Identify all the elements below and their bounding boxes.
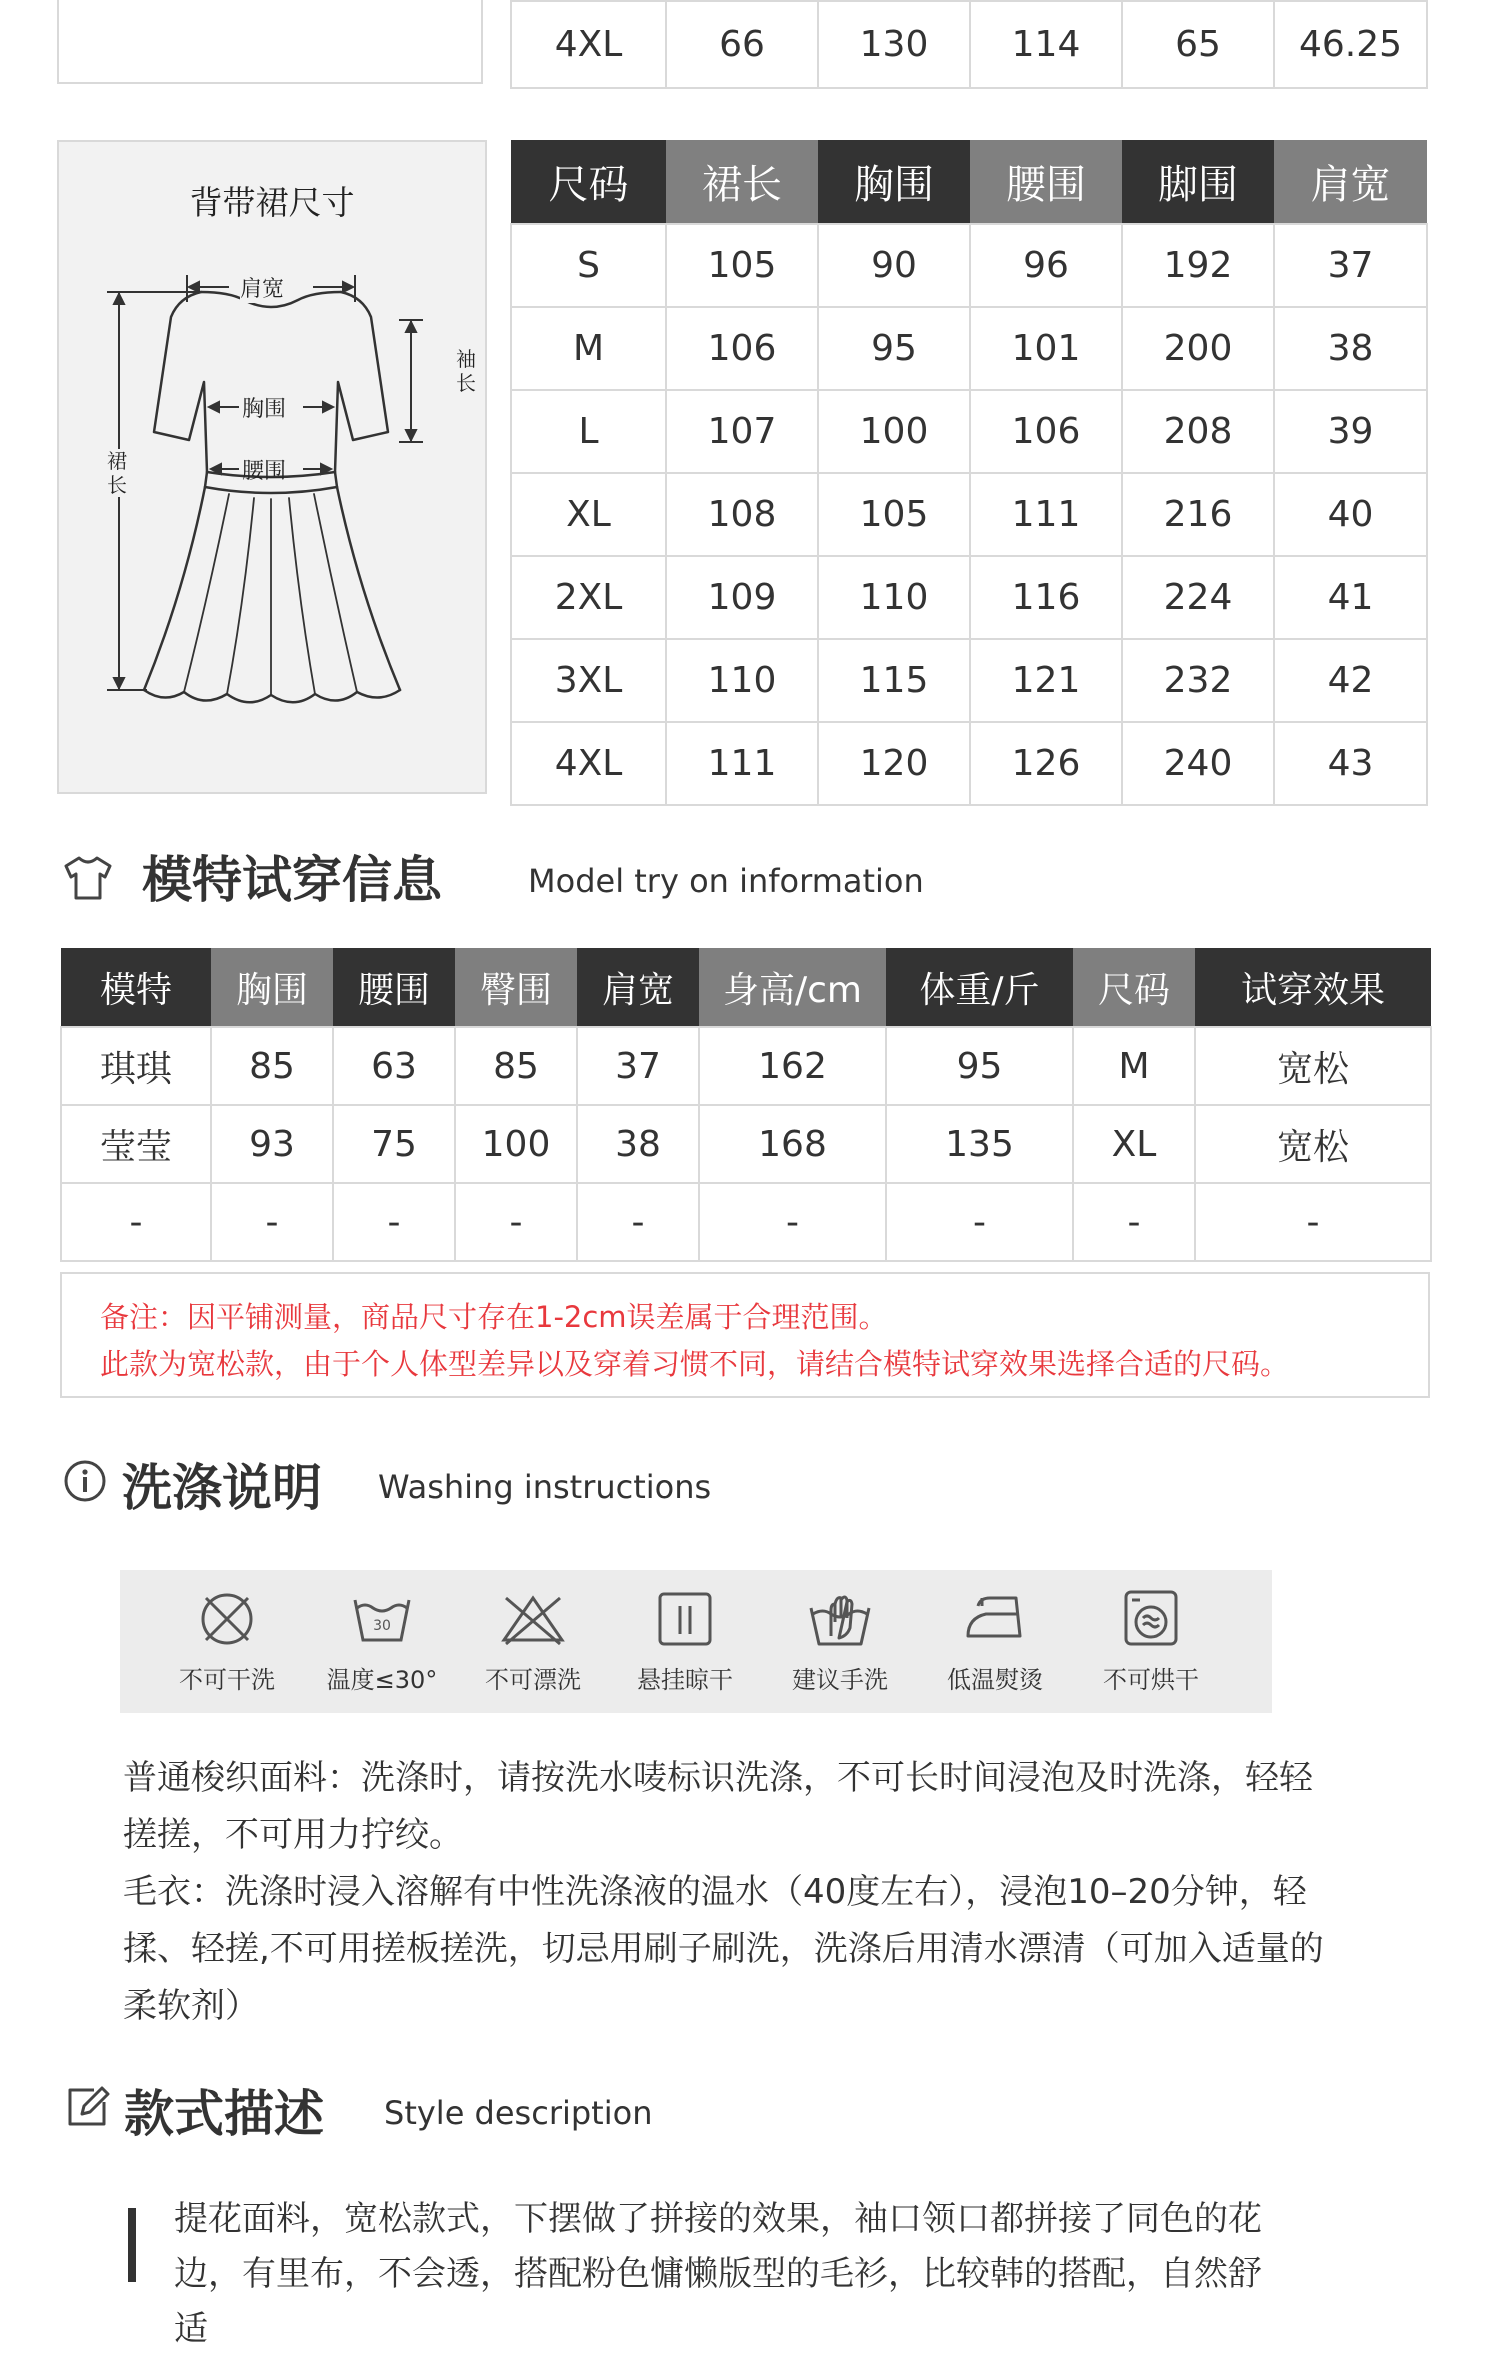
wash-care-label: 低温熨烫 (947, 1666, 1043, 1694)
table-cell: - (886, 1183, 1073, 1261)
column-header: 胸围 (818, 140, 970, 224)
wash-care-item (307, 1588, 457, 1695)
model-try-on-table (60, 948, 1432, 1262)
table-cell: 135 (886, 1105, 1073, 1183)
wash-care-label: 不可干洗 (179, 1666, 275, 1694)
table-cell: 114 (970, 1, 1122, 88)
column-header: 裙长 (666, 140, 818, 224)
previous-diagram-box-bottom (57, 0, 483, 84)
table-cell: 111 (970, 473, 1122, 556)
length-label: 裙长 (107, 449, 131, 497)
wash-instructions-text (123, 1750, 1403, 2035)
table-cell: 38 (1274, 307, 1427, 390)
hand-wash-icon (805, 1588, 875, 1650)
table-cell: 95 (886, 1027, 1073, 1105)
low-iron-icon (960, 1588, 1030, 1650)
wash-care-strip (120, 1570, 1272, 1713)
table-row (61, 1105, 1431, 1183)
table-cell: 37 (577, 1027, 699, 1105)
table-cell: 85 (211, 1027, 333, 1105)
table-cell: 192 (1122, 224, 1274, 307)
table-cell: 3XL (511, 639, 666, 722)
model-section-title: 模特试穿信息 (142, 851, 442, 909)
table-cell: 46.25 (1274, 1, 1427, 88)
table-cell: 40 (1274, 473, 1427, 556)
table-cell: 宽松 (1195, 1105, 1431, 1183)
table-cell: 208 (1122, 390, 1274, 473)
table-cell: 宽松 (1195, 1027, 1431, 1105)
table-cell: - (1073, 1183, 1195, 1261)
table-cell: - (577, 1183, 699, 1261)
style-description-line: 提花面料，宽松款式，下摆做了拼接的效果，袖口领口都拼接了同色的花 (174, 2199, 1262, 2239)
table-cell: L (511, 390, 666, 473)
table-cell: 121 (970, 639, 1122, 722)
column-header: 肩宽 (577, 948, 699, 1027)
table-cell: 120 (818, 722, 970, 805)
table-cell: 42 (1274, 639, 1427, 722)
column-header: 尺码 (511, 140, 666, 224)
column-header: 试穿效果 (1195, 948, 1431, 1027)
wash-paragraph-line: 普通梭织面料：洗涤时，请按洗水唛标识洗涤，不可长时间浸泡及时洗涤，轻轻 (123, 1758, 1313, 1798)
wash-care-label: 悬挂晾干 (637, 1666, 733, 1694)
edit-icon (64, 2084, 110, 2130)
table-cell: 莹莹 (61, 1105, 211, 1183)
column-header: 腰围 (333, 948, 455, 1027)
info-icon (62, 1458, 108, 1504)
line-dry-icon (650, 1588, 720, 1650)
wash-section-title: 洗涤说明 (122, 1459, 322, 1517)
wash-paragraph-line: 毛衣：洗涤时浸入溶解有中性洗涤液的温水（40度左右），浸泡10–20分钟，轻 (123, 1872, 1307, 1912)
table-cell: 110 (818, 556, 970, 639)
column-header: 臀围 (455, 948, 577, 1027)
table-cell: 200 (1122, 307, 1274, 390)
wash-care-item (765, 1588, 915, 1695)
tshirt-icon (60, 850, 116, 906)
table-cell: 100 (818, 390, 970, 473)
note-line: 备注：因平铺测量，商品尺寸存在1-2cm误差属于合理范围。 (100, 1300, 888, 1334)
chest-label: 胸围 (242, 397, 287, 422)
wash-care-item (152, 1588, 302, 1695)
table-row (511, 473, 1427, 556)
wash-care-item (610, 1588, 760, 1695)
table-cell: 39 (1274, 390, 1427, 473)
model-section-subtitle: Model try on information (528, 862, 924, 900)
column-header: 身高/cm (699, 948, 886, 1027)
table-cell: 168 (699, 1105, 886, 1183)
table-cell: 2XL (511, 556, 666, 639)
wash-care-label: 建议手洗 (792, 1666, 888, 1694)
column-header: 体重/斤 (886, 948, 1073, 1027)
table-cell: 66 (666, 1, 818, 88)
wash-paragraph-line: 搓搓，不可用力拧绞。 (123, 1815, 463, 1855)
table-header-row (61, 948, 1431, 1027)
column-header: 腰围 (970, 140, 1122, 224)
no-dry-clean-icon (192, 1588, 262, 1650)
note-line: 此款为宽松款，由于个人体型差异以及穿着习惯不同，请结合模特试穿效果选择合适的尺码。 (100, 1347, 1290, 1381)
table-cell: XL (511, 473, 666, 556)
table-cell: 111 (666, 722, 818, 805)
table-cell: 216 (1122, 473, 1274, 556)
table-cell: - (455, 1183, 577, 1261)
table-cell: S (511, 224, 666, 307)
table-cell: 93 (211, 1105, 333, 1183)
wash-care-label: 不可烘干 (1103, 1666, 1199, 1694)
table-cell: 75 (333, 1105, 455, 1183)
wash-paragraph-line: 柔软剂） (123, 1986, 259, 2026)
diagram-title: 背带裙尺寸 (189, 183, 355, 222)
table-cell: - (1195, 1183, 1431, 1261)
table-cell: 37 (1274, 224, 1427, 307)
table-cell: 65 (1122, 1, 1274, 88)
table-cell: 106 (970, 390, 1122, 473)
table-cell: 130 (818, 1, 970, 88)
waist-label: 腰围 (242, 459, 287, 484)
table-cell: 101 (970, 307, 1122, 390)
table-cell: 106 (666, 307, 818, 390)
table-cell: 96 (970, 224, 1122, 307)
dress-size-diagram (57, 140, 487, 794)
style-description-line: 适 (174, 2309, 208, 2349)
table-cell: 38 (577, 1105, 699, 1183)
table-cell: - (333, 1183, 455, 1261)
quote-bar (128, 2208, 136, 2282)
wash-care-label: 不可漂洗 (485, 1666, 581, 1694)
sleeve-label: 袖长 (456, 347, 476, 395)
style-section-title: 款式描述 (124, 2085, 324, 2143)
wash-care-item (920, 1588, 1070, 1695)
table-cell: 95 (818, 307, 970, 390)
wash-paragraph-line: 揉、轻搓,不可用搓板搓洗，切忌用刷子刷洗，洗涤后用清水漂清（可加入适量的 (123, 1929, 1324, 1969)
table-cell: 108 (666, 473, 818, 556)
table-cell: - (211, 1183, 333, 1261)
table-cell: 90 (818, 224, 970, 307)
table-cell: 232 (1122, 639, 1274, 722)
column-header: 模特 (61, 948, 211, 1027)
table-cell: 41 (1274, 556, 1427, 639)
table-row (511, 556, 1427, 639)
shoulder-label: 肩宽 (240, 272, 284, 303)
wash-care-label: 温度≤30° (326, 1666, 438, 1694)
table-cell: 105 (666, 224, 818, 307)
column-header: 胸围 (211, 948, 333, 1027)
table-cell: 110 (666, 639, 818, 722)
table-cell: 63 (333, 1027, 455, 1105)
table-row (511, 639, 1427, 722)
style-description-text (174, 2192, 1414, 2357)
wash-care-item (1076, 1588, 1226, 1695)
table-row (511, 722, 1427, 805)
table-cell: 107 (666, 390, 818, 473)
table-cell: 224 (1122, 556, 1274, 639)
size-table (510, 140, 1428, 806)
no-bleach-icon (498, 1588, 568, 1650)
wash-care-item (458, 1588, 608, 1695)
table-header-row (511, 140, 1427, 224)
column-header: 尺码 (1073, 948, 1195, 1027)
table-cell: 85 (455, 1027, 577, 1105)
table-cell: 100 (455, 1105, 577, 1183)
wash-section-subtitle: Washing instructions (378, 1468, 712, 1506)
table-cell: 162 (699, 1027, 886, 1105)
table-cell: 116 (970, 556, 1122, 639)
table-cell: 115 (818, 639, 970, 722)
table-row (511, 307, 1427, 390)
column-header: 肩宽 (1274, 140, 1427, 224)
table-cell: XL (1073, 1105, 1195, 1183)
column-header: 脚围 (1122, 140, 1274, 224)
table-row (511, 224, 1427, 307)
style-section-subtitle: Style description (384, 2094, 653, 2132)
table-cell: M (1073, 1027, 1195, 1105)
table-cell: 4XL (511, 1, 666, 88)
table-cell: 126 (970, 722, 1122, 805)
table-row (61, 1183, 1431, 1261)
table-row (61, 1027, 1431, 1105)
table-cell: 4XL (511, 722, 666, 805)
table-cell: 109 (666, 556, 818, 639)
table-row (511, 1, 1427, 88)
wash-30-icon (347, 1588, 417, 1650)
table-cell: 琪琪 (61, 1027, 211, 1105)
no-tumble-dry-icon (1116, 1588, 1186, 1650)
table-cell: - (699, 1183, 886, 1261)
table-cell: 240 (1122, 722, 1274, 805)
table-cell: M (511, 307, 666, 390)
size-note (60, 1272, 1430, 1398)
table-cell: 105 (818, 473, 970, 556)
style-description-line: 边，有里布，不会透，搭配粉色慵懒版型的毛衫，比较韩的搭配，自然舒 (174, 2254, 1262, 2294)
table-cell: 43 (1274, 722, 1427, 805)
wash-temp-badge: 30 (373, 1618, 391, 1634)
table-row (511, 390, 1427, 473)
previous-size-table-last-row (510, 0, 1428, 89)
table-cell: - (61, 1183, 211, 1261)
